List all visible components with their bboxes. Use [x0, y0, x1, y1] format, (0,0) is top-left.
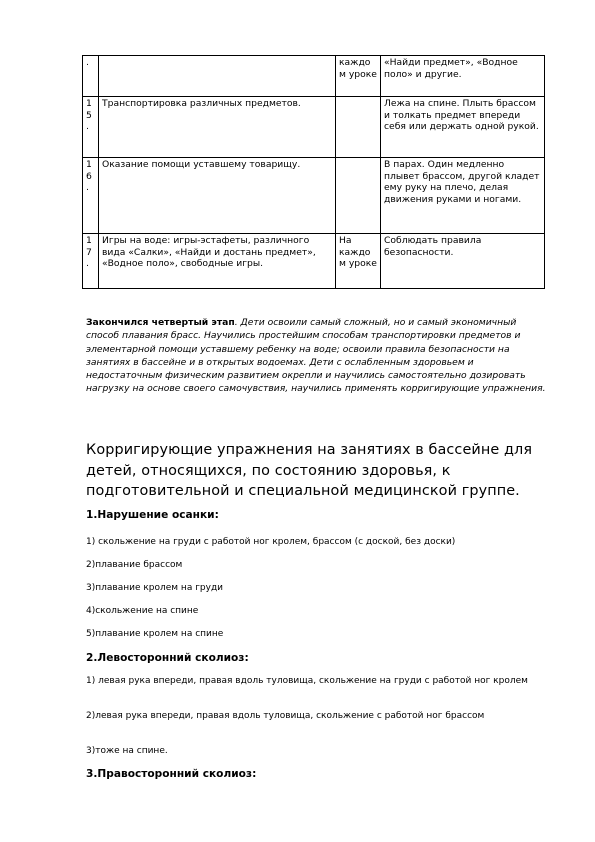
- frequency: каждо м уроке: [336, 56, 381, 97]
- right-scoliosis-title: 3.Правосторонний сколиоз:: [86, 768, 257, 780]
- list-item: 4)скольжение на спине: [86, 606, 199, 616]
- section-heading: Корригирующие упражнения на занятиях в бассейне для детей, относящихся, по состоянию здоровья, к подготовительной и специальной медицинской группе.: [86, 442, 533, 499]
- method-note: «Найди предмет», «Водное поло» и другие.: [381, 56, 545, 97]
- row-number: 16 .: [83, 158, 99, 234]
- posture-section-title: 1.Нарушение осанки:: [86, 509, 219, 521]
- exercise-name: Игры на воде: игры-эстафеты, различного вида «Салки», «Найди и достань предмет», «Водное поло», свободные игры.: [99, 234, 336, 289]
- summary-text: . Дети освоили самый сложный, но и самый экономичный способ плавания брасс. Научились простейшим способам транспортировки предметов и элементарной помощи уставшему ребенку на воде; освоили правила безопасности на занятиях в бассейне и в открытых водоемах. Дети с ослабленным здоровьем и недостаточным физическим развитием окрепли и научились самостоятельно дозировать нагрузку на основе своего самочувствия, научились применять корригирующие упражнения.: [86, 317, 546, 395]
- left-scoliosis-title: 2.Левосторонний сколиоз:: [86, 652, 249, 664]
- list-item: 2)левая рука впереди, правая вдоль туловища, скольжение с работой ног брассом: [86, 711, 485, 721]
- exercise-name: Оказание помощи уставшему товарищу.: [99, 158, 336, 234]
- table-row: [83, 56, 545, 97]
- list-item: 3)тоже на спине.: [86, 746, 168, 756]
- method-note: Лежа на спине. Плыть брассом и толкать предмет впереди себя или держать одной рукой.: [381, 97, 545, 158]
- table-row: [83, 158, 545, 234]
- stage-summary: [86, 316, 546, 396]
- list-item: 3)плавание кролем на груди: [86, 583, 224, 593]
- summary-lead: Закончился четвертый этап: [86, 317, 235, 328]
- list-item: 2)плавание брассом: [86, 560, 183, 570]
- frequency: [336, 97, 381, 158]
- row-number: 17 .: [83, 234, 99, 289]
- exercise-name: Транспортировка различных предметов.: [99, 97, 336, 158]
- list-item: 1) скольжение на груди с работой ног кролем, брассом (с доской, без доски): [86, 537, 456, 547]
- method-note: Соблюдать правила безопасности.: [381, 234, 545, 289]
- exercise-name: [99, 56, 336, 97]
- list-item: 5)плавание кролем на спине: [86, 629, 224, 639]
- frequency: [336, 158, 381, 234]
- row-number: .: [83, 56, 99, 97]
- table-row: [83, 234, 545, 289]
- frequency: На каждо м уроке: [336, 234, 381, 289]
- lesson-table: [82, 55, 545, 289]
- list-item: 1) левая рука впереди, правая вдоль туловища, скольжение на груди с работой ног кролем: [86, 676, 528, 686]
- row-number: 15 .: [83, 97, 99, 158]
- method-note: В парах. Один медленно плывет брассом, другой кладет ему руку на плечо, делая движения руками и ногами.: [381, 158, 545, 234]
- table-row: [83, 97, 545, 158]
